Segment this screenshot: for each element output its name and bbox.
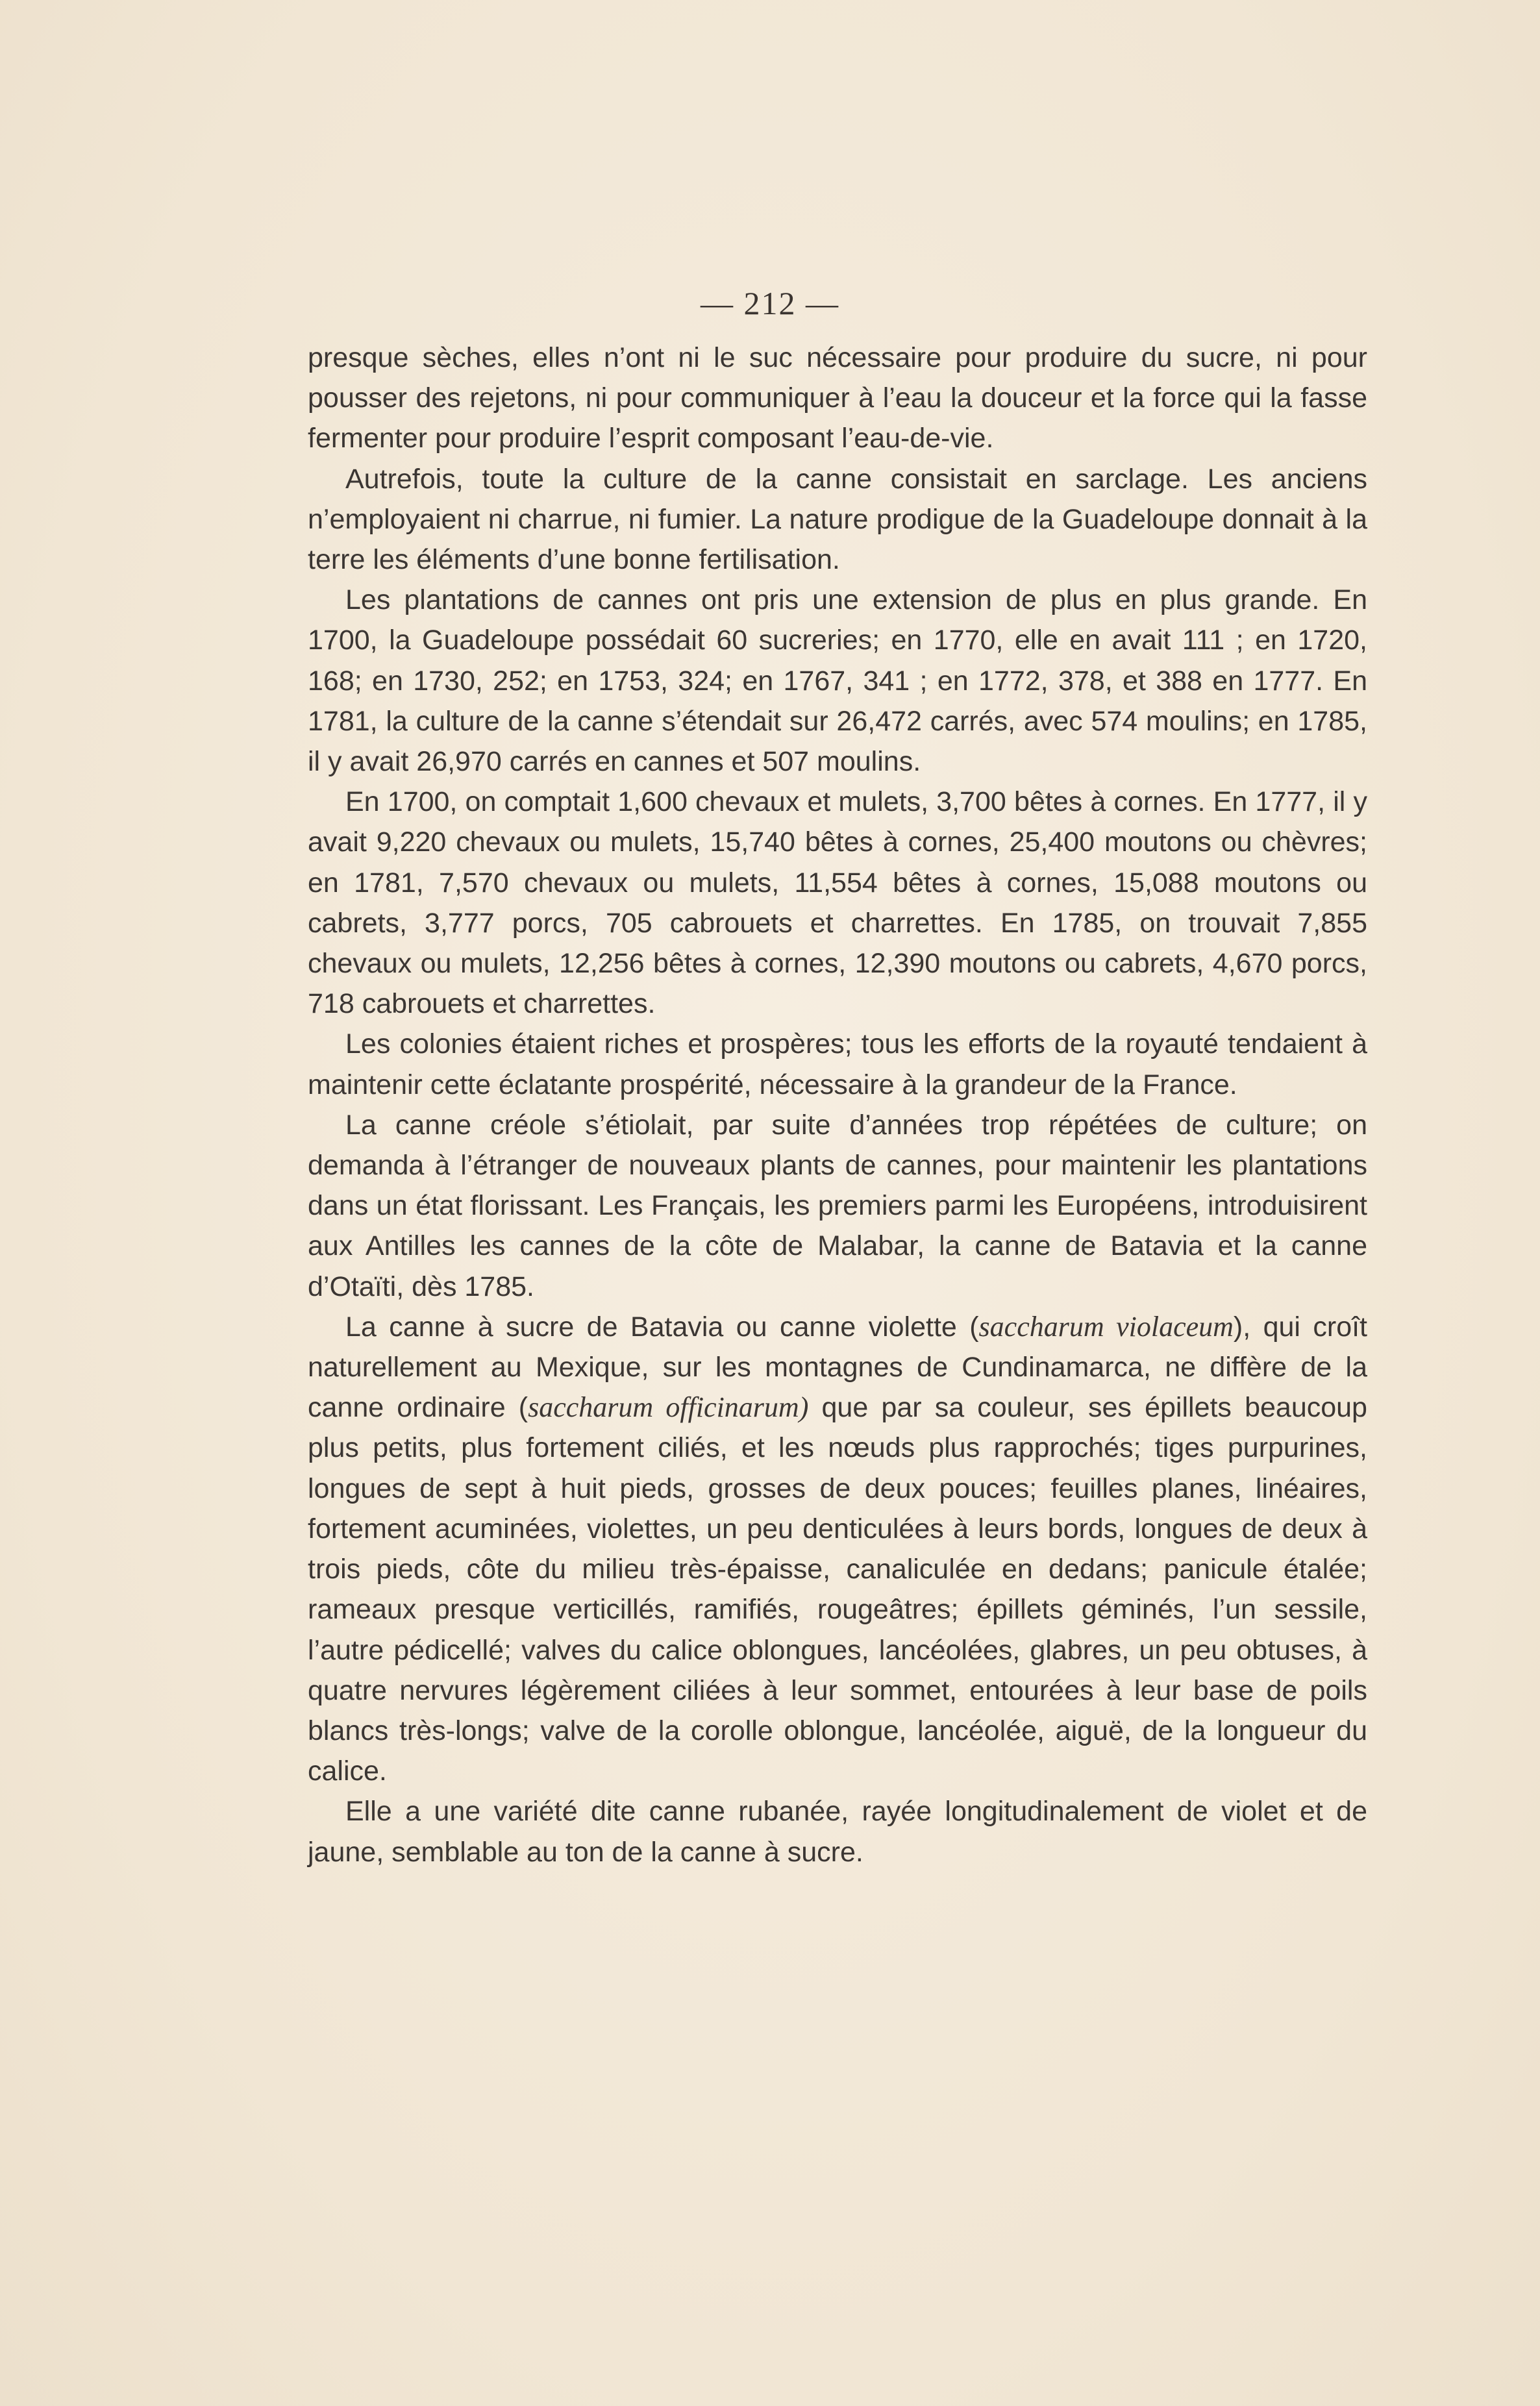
paragraph-3: Les plantations de cannes ont pris une extension de plus en plus grande. En 1700, la Guadeloupe possédait 60 sucreries; en 1770, elle en avait 111 ; en 1720, 168; en 1730, 252; en 1753, 324; en 1767, 341 ; en 1772, 378, et 388 en 1777. En 1781, la culture de la canne s’étendait sur 26,472 carrés, avec 574 moulins; en 1785, il y avait 26,970 carrés en cannes et 507 moulins. [308, 584, 1367, 778]
paragraph-5: Les colonies étaient riches et prospères; tous les efforts de la royauté tendaient à maintenir cette éclatante prospérité, nécessaire à la grandeur de la France. [308, 1028, 1367, 1100]
page-number: — 212 — [701, 285, 839, 321]
paragraph-8: Elle a une variété dite canne rubanée, rayée longitudinalement de violet et de jaune, semblable au ton de la canne à sucre. [308, 1796, 1367, 1868]
paragraph-7-part-1: La canne à sucre de Batavia ou canne violette ( [345, 1311, 979, 1343]
paragraph-7-italic-officinarum: saccharum officinarum) [528, 1391, 809, 1424]
paragraph-4: En 1700, on comptait 1,600 chevaux et mulets, 3,700 bêtes à cornes. En 1777, il y avait 9,220 chevaux ou mulets, 15,740 bêtes à cornes, 25,400 moutons ou chèvres; en 1781, 7,570 chevaux ou mulets, 11,554 bêtes à cornes, 15,088 moutons ou cabrets, 3,777 porcs, 705 cabrouets et charrettes. En 1785, on trouvait 7,855 chevaux ou mulets, 12,256 bêtes à cornes, 12,390 moutons ou cabrets, 4,670 porcs, 718 cabrouets et charrettes. [308, 786, 1367, 1020]
paragraph-7-italic-violaceum: saccharum violaceum [978, 1310, 1234, 1343]
paragraph-7 [308, 1307, 1367, 1791]
paragraph-2: Autrefois, toute la culture de la canne consistait en sarclage. Les anciens n’employaient ni charrue, ni fumier. La nature prodigue de la Guadeloupe donnait à la terre les éléments d’une bonne fertilisation. [308, 463, 1367, 576]
paragraph-6: La canne créole s’étiolait, par suite d’années trop répétées de culture; on demanda à l’étranger de nouveaux plants de cannes, pour maintenir les plantations dans un état florissant. Les Français, les premiers parmi les Européens, introduisirent aux Antilles les cannes de la côte de Malabar, la canne de Batavia et la canne d’Otaïti, dès 1785. [308, 1109, 1367, 1302]
paragraph-7-part-3: que par sa couleur, ses épillets beaucoup plus petits, plus fortement ciliés, et les nœuds plus rapprochés; tiges purpurines, longues de sept à huit pieds, grosses de deux pouces; feuilles planes, linéaires, fortement acuminées, violettes, un peu denticulées à leurs bords, longues de deux à trois pieds, côte du milieu très-épaisse, canaliculée en dedans; panicule étalée; rameaux presque verticillés, ramifiés, rougeâtres; épillets géminés, l’un sessile, l’autre pédicellé; valves du calice oblongues, lancéolées, glabres, un peu obtuses, à quatre nervures légèrement ciliées à leur sommet, entourées à leur base de poils blancs très-longs; valve de la corolle oblongue, lancéolée, aiguë, de la longueur du calice. [308, 1392, 1367, 1787]
paragraph-7-part-2: ), qui croît naturellement au Mexique, sur les montagnes de Cundinamarca, ne diffère de la canne ordinaire ( [308, 1311, 1368, 1424]
paragraph-1: presque sèches, elles n’ont ni le suc nécessaire pour produire du sucre, ni pour pousser des rejetons, ni pour communiquer à l’eau la douceur et la force qui la fasse fermenter pour produire l’esprit composant l’eau-de-vie. [308, 342, 1367, 454]
body-text [308, 338, 1367, 1872]
